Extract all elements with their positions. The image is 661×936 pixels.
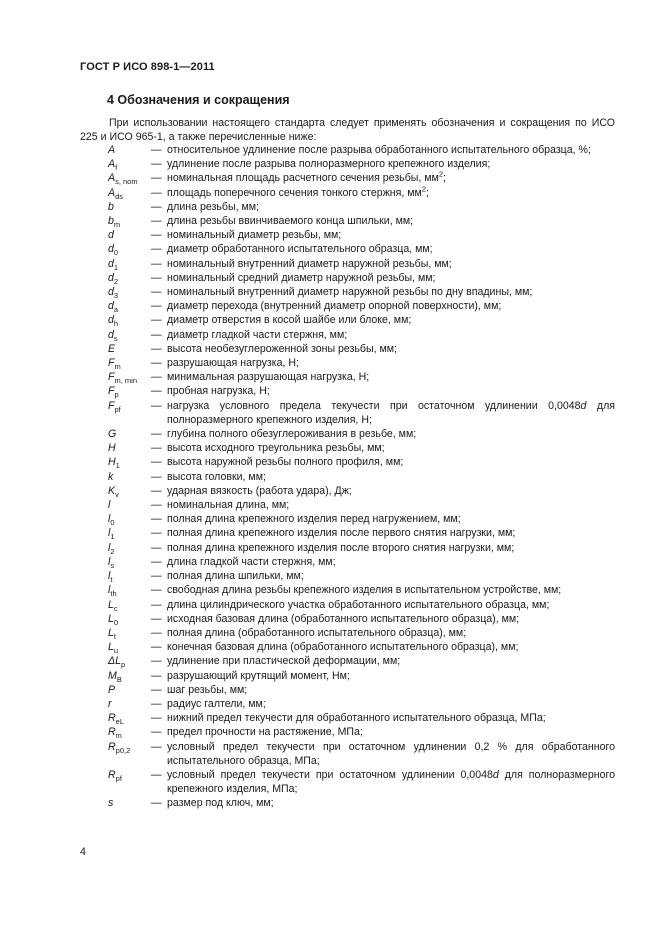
definition-row — [0, 583, 661, 597]
definition-dash: — — [151, 655, 162, 668]
definition-text: номинальный внутренний диаметр наружной резьбы по дну впадины, мм; — [167, 286, 533, 299]
definition-row — [0, 569, 661, 583]
definition-text: разрушающий крутящий момент, Нм; — [167, 669, 350, 682]
definition-dash: — — [151, 399, 162, 412]
definition-symbol: $F_m$ — [108, 357, 121, 372]
intro-paragraph: При использовании настоящего стандарта следует применять обозначения и сокращения по ИСО 225 и ИСО 965-1, а также перечисленные ниже: — [80, 117, 615, 143]
definition-row — [0, 200, 661, 214]
definition-row — [0, 498, 661, 512]
symbol-subscript: 0 — [113, 248, 119, 258]
symbol-subscript: u — [113, 646, 119, 656]
definition-dash: — — [151, 186, 162, 199]
definition-symbol: $d_2$ — [108, 271, 119, 286]
symbol-subscript: p — [121, 660, 126, 670]
symbol-subscript: f — [115, 163, 118, 173]
definition-dash: — — [151, 641, 162, 654]
definition-text: ударная вязкость (работа удара), Дж; — [167, 484, 352, 497]
symbol-subscript: 3 — [113, 291, 119, 301]
definition-symbol: $l_{th}$ — [108, 584, 117, 599]
definition-symbol: $l_t$ — [108, 570, 113, 585]
definition-symbol: $L_0$ — [108, 612, 119, 627]
definition-dash: — — [151, 555, 162, 568]
symbol-subscript: h — [113, 319, 119, 329]
definition-text: номинальный диаметр резьбы, мм; — [167, 229, 342, 242]
definition-dash: — — [151, 697, 162, 710]
definition-text: глубина полного обезуглероживания в резьбе, мм; — [167, 428, 417, 441]
definition-dash: — — [151, 300, 162, 313]
definition-row — [0, 356, 661, 370]
page-number: 4 — [80, 846, 86, 858]
definition-text: диаметр перехода (внутренний диаметр опорной поверхности), мм; — [167, 300, 502, 313]
definition-row — [0, 271, 661, 285]
definition-row — [0, 157, 661, 171]
definition-symbol: $l_s$ — [108, 555, 115, 570]
definition-dash: — — [151, 172, 162, 185]
definition-dash: — — [151, 499, 162, 512]
definition-text: площадь поперечного сечения тонкого стержня, $мм^2$; — [167, 184, 429, 199]
standard-header: ГОСТ Р ИСО 898-1—2011 — [80, 61, 215, 73]
symbol-subscript: p0,2 — [115, 745, 131, 755]
definition-text: удлинение после разрыва полноразмерного крепежного изделия; — [167, 158, 491, 171]
definition-text: минимальная разрушающая нагрузка, Н; — [167, 371, 370, 384]
definition-dash: — — [151, 570, 162, 583]
definition-row — [0, 285, 661, 299]
definition-dash: — — [151, 314, 162, 327]
definition-row — [0, 768, 661, 796]
definition-text: свободная длина резьбы крепежного изделия в испытательном устройстве, мм; — [167, 584, 562, 597]
definition-dash: — — [151, 428, 162, 441]
symbol-subscript: 2 — [113, 276, 119, 286]
definition-dash: — — [151, 257, 162, 270]
symbol-subscript: s — [110, 561, 115, 570]
definition-text: радиус галтели, мм; — [167, 697, 266, 710]
definition-symbol: l — [108, 499, 111, 512]
definition-text: длина резьбы ввинчиваемого конца шпильки, мм; — [167, 215, 414, 228]
symbol-subscript: pf — [115, 774, 122, 784]
definition-text: длина резьбы, мм; — [167, 200, 259, 213]
definition-text: высота необезуглероженной зоны резьбы, мм; — [167, 342, 398, 355]
definition-symbol: $R_{eL}$ — [108, 712, 124, 727]
definition-row — [0, 555, 661, 569]
definition-row — [0, 171, 661, 185]
definition-dash: — — [151, 669, 162, 682]
definition-text: условный предел текучести при остаточном удлинении 0,2 % для обработанного испытательного образца, МПа; — [167, 740, 615, 767]
definition-row — [0, 242, 661, 256]
definition-text: полная длина (обработанного испытательного образца), мм; — [167, 626, 467, 639]
definition-text: диаметр отверстия в косой шайбе или блоке, мм; — [167, 314, 412, 327]
definition-symbol: $F_{pf}$ — [108, 399, 121, 414]
definition-text: номинальная длина, мм; — [167, 499, 290, 512]
definition-dash: — — [151, 442, 162, 455]
definition-row — [0, 228, 661, 242]
symbol-subscript: t — [110, 575, 113, 585]
definition-text: высота головки, мм; — [167, 470, 266, 483]
definition-row — [0, 725, 661, 739]
definition-symbol: $F_{m, min}$ — [108, 371, 137, 386]
definition-text: высота исходного треугольника резьбы, мм; — [167, 442, 385, 455]
definition-dash: — — [151, 712, 162, 725]
definition-symbol: d — [108, 229, 114, 242]
definition-symbol: E — [108, 342, 116, 355]
definition-row — [0, 441, 661, 455]
symbol-subscript: 1 — [115, 461, 120, 471]
definition-symbol: $d_a$ — [108, 300, 119, 315]
definition-row — [0, 186, 661, 200]
symbol-subscript: pf — [114, 404, 121, 414]
definition-dash: — — [151, 286, 162, 299]
definition-dash: — — [151, 527, 162, 540]
definition-symbol: G — [108, 428, 117, 441]
definition-symbol: $R_{pf}$ — [108, 768, 122, 784]
definition-dash: — — [151, 271, 162, 284]
symbol-subscript: 0 — [110, 518, 115, 528]
definition-row — [0, 598, 661, 612]
definition-text: предел прочности на растяжение, МПа; — [167, 726, 363, 739]
definition-text: диаметр обработанного испытательного образца, мм; — [167, 243, 433, 256]
definition-row — [0, 697, 661, 711]
definition-symbol: $d_3$ — [108, 286, 119, 301]
definition-dash: — — [151, 797, 162, 810]
definition-row — [0, 612, 661, 626]
definition-symbol: k — [108, 470, 114, 483]
definitions-list — [0, 143, 661, 811]
section-title: 4 Обозначения и сокращения — [107, 93, 290, 107]
definition-dash: — — [151, 158, 162, 171]
definition-symbol: r — [108, 697, 112, 710]
definition-row — [0, 669, 661, 683]
definition-text: длина гладкой части стержня, мм; — [167, 555, 336, 568]
definition-dash: — — [151, 371, 162, 384]
definition-dash: — — [151, 229, 162, 242]
definition-row — [0, 214, 661, 228]
symbol-subscript: a — [113, 305, 119, 315]
definition-text: полная длина крепежного изделия после первого снятия нагрузки, мм; — [167, 527, 516, 540]
definition-row — [0, 796, 661, 810]
symbol-subscript: 0 — [113, 617, 119, 627]
definition-row — [0, 640, 661, 654]
definition-symbol: $l_1$ — [108, 527, 115, 542]
definition-dash: — — [151, 768, 162, 781]
definition-row — [0, 470, 661, 484]
definition-symbol: $R_m$ — [108, 726, 122, 741]
definition-row — [0, 342, 661, 356]
definition-symbol: A — [108, 144, 116, 156]
definition-text: конечная базовая длина (обработанного испытательного образца), мм; — [167, 641, 519, 654]
definition-text: условный предел текучести при остаточном удлинении 0,0048d для полноразмерного крепежного изделия, МПа; — [167, 768, 615, 796]
definition-text: исходная базовая длина (обработанного испытательного образца), мм; — [167, 612, 520, 625]
definition-text: полная длина шпильки, мм; — [167, 570, 304, 583]
definition-symbol: $H_1$ — [108, 456, 120, 471]
definition-text: номинальный средний диаметр наружной резьбы, мм; — [167, 271, 436, 284]
definition-dash: — — [151, 215, 162, 228]
definition-symbol: $A_f$ — [108, 158, 118, 173]
definition-dash: — — [151, 243, 162, 256]
definition-row — [0, 143, 661, 157]
definition-text: удлинение при пластической деформации, мм; — [167, 655, 401, 668]
definition-text: разрушающая нагрузка, Н; — [167, 357, 299, 370]
definition-text: диаметр гладкой части стержня, мм; — [167, 328, 348, 341]
definition-text: относительное удлинение после разрыва обработанного испытательного образца, %; — [167, 144, 591, 156]
symbol-subscript: m — [113, 220, 121, 230]
definition-row — [0, 626, 661, 640]
symbol-subscript: v — [115, 489, 119, 499]
definition-symbol: $L_t$ — [108, 626, 116, 642]
symbol-subscript: p — [114, 390, 119, 400]
definition-dash: — — [151, 470, 162, 483]
symbol-subscript: t — [113, 632, 116, 642]
definition-row — [0, 427, 661, 441]
definition-dash: — — [151, 144, 162, 156]
symbol-subscript: s, nom — [115, 177, 138, 187]
definition-text: длина цилиндрического участка обработанного испытательного образца, мм; — [167, 598, 550, 611]
definition-dash: — — [151, 584, 162, 597]
definition-row — [0, 313, 661, 327]
definition-dash: — — [151, 456, 162, 469]
definition-dash: — — [151, 683, 162, 696]
definition-row — [0, 654, 661, 668]
definition-dash: — — [151, 342, 162, 355]
definition-dash: — — [151, 612, 162, 625]
symbol-subscript: 2 — [110, 546, 115, 556]
definition-dash: — — [151, 513, 162, 526]
definition-symbol: $L_u$ — [108, 641, 119, 656]
definition-symbol: $M_B$ — [108, 669, 122, 684]
definition-dash: — — [151, 541, 162, 554]
definition-text: шаг резьбы, мм; — [167, 683, 248, 696]
definition-symbol: $K_v$ — [108, 484, 119, 499]
definition-row — [0, 512, 661, 526]
definition-dash: — — [151, 484, 162, 497]
definition-row — [0, 683, 661, 697]
definition-symbol: $l_0$ — [108, 513, 115, 528]
symbol-subscript: s — [113, 333, 118, 343]
symbol-subscript: ds — [115, 191, 123, 201]
definition-row — [0, 257, 661, 271]
definition-dash: — — [151, 200, 162, 213]
definition-row — [0, 711, 661, 725]
definition-symbol: $d_1$ — [108, 257, 119, 272]
symbol-subscript: m, min — [114, 376, 137, 386]
definition-symbol: $A_{s, nom}$ — [108, 172, 138, 187]
definition-symbol: $l_2$ — [108, 541, 115, 556]
definition-row — [0, 740, 661, 768]
definition-dash: — — [151, 328, 162, 341]
symbol-subscript: eL — [115, 717, 124, 727]
definition-symbol: P — [108, 683, 116, 696]
definition-row — [0, 370, 661, 384]
definition-text: полная длина крепежного изделия после второго снятия нагрузки, мм; — [167, 541, 515, 554]
definition-dash: — — [151, 726, 162, 739]
definition-text: номинальный внутренний диаметр наружной резьбы, мм; — [167, 257, 452, 270]
definition-text: нагрузка условного предела текучести при остаточном удлинении 0,0048d для полноразмерного крепежного изделия, Н; — [167, 399, 615, 426]
definition-symbol: $d_0$ — [108, 243, 119, 258]
definition-text: нижний предел текучести для обработанного испытательного образца, МПа; — [167, 712, 546, 725]
definition-dash: — — [151, 385, 162, 398]
definition-symbol: s — [108, 797, 114, 810]
definition-row — [0, 484, 661, 498]
definition-text: пробная нагрузка, Н; — [167, 385, 270, 398]
definition-symbol: H — [108, 442, 116, 455]
definition-text: полная длина крепежного изделия перед нагружением, мм; — [167, 513, 461, 526]
definition-text: высота наружной резьбы полного профиля, мм; — [167, 456, 404, 469]
definition-symbol: $d_s$ — [108, 328, 118, 343]
definition-dash: — — [151, 598, 162, 611]
definition-row — [0, 384, 661, 398]
definition-row — [0, 541, 661, 555]
definition-text: номинальная площадь расчетного сечения резьбы, $мм^2$; — [167, 169, 446, 185]
definition-row — [0, 526, 661, 540]
definition-symbol: $b_m$ — [108, 215, 121, 230]
definition-row — [0, 328, 661, 342]
definition-dash: — — [151, 626, 162, 639]
symbol-subscript: m — [115, 731, 122, 741]
definition-symbol: $R_{p0,2}$ — [108, 740, 131, 755]
symbol-subscript: c — [113, 603, 118, 613]
definition-row — [0, 455, 661, 469]
definition-dash: — — [151, 740, 162, 753]
definition-symbol: $L_c$ — [108, 598, 118, 613]
definition-text: размер под ключ, мм; — [167, 797, 274, 810]
symbol-subscript: m — [114, 362, 121, 372]
symbol-subscript: B — [116, 674, 122, 684]
symbol-subscript: 1 — [113, 262, 119, 272]
definition-row — [0, 399, 661, 427]
definition-symbol: $\Delta L_p$ — [108, 655, 126, 670]
definition-dash: — — [151, 357, 162, 370]
definition-symbol: $F_p$ — [108, 385, 119, 400]
definition-symbol: $d_h$ — [108, 314, 119, 329]
definition-row — [0, 299, 661, 313]
symbol-subscript: th — [110, 589, 117, 599]
definition-symbol: $A_{ds}$ — [108, 186, 123, 201]
symbol-subscript: 1 — [110, 532, 115, 542]
definition-symbol: b — [108, 200, 114, 213]
